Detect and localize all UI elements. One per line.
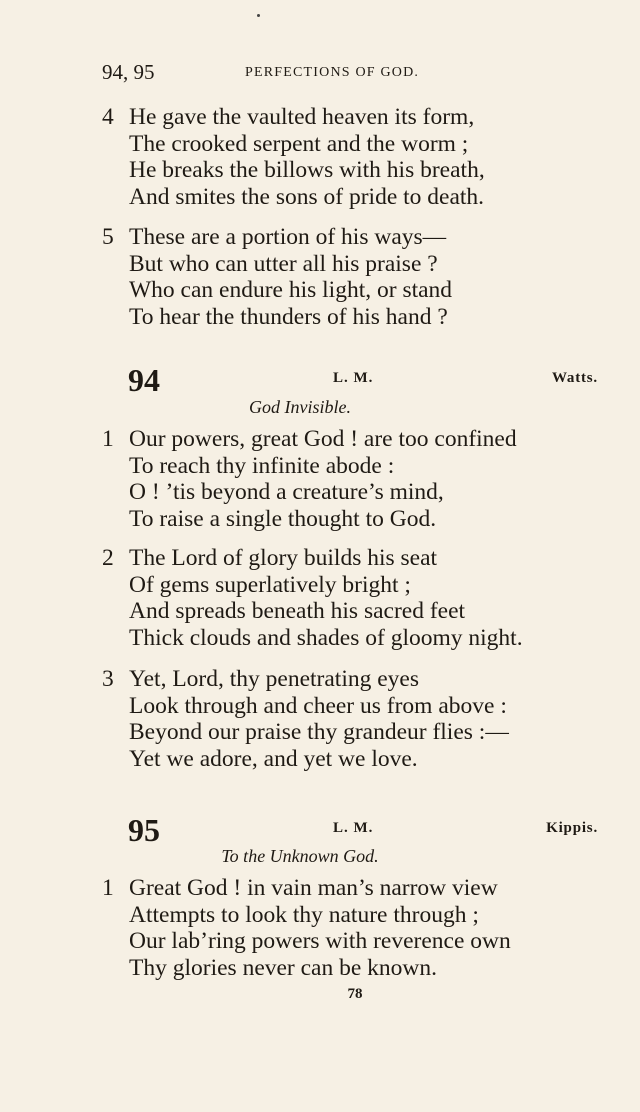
stanza-94-2 <box>102 545 523 651</box>
verse-line: Look through and cheer us from above : <box>129 692 507 719</box>
stanza-number: 1 <box>102 426 114 452</box>
stanza-prev-4 <box>102 104 485 210</box>
hymn-meter: L. M. <box>333 820 374 836</box>
stanza-prev-5 <box>102 224 452 330</box>
hymn-author: Kippis. <box>546 820 598 836</box>
verse-line: He breaks the billows with his breath, <box>129 157 485 183</box>
verse-line: Our lab’ring powers with reverence own <box>129 928 511 954</box>
header-running-title: PERFECTIONS OF GOD. <box>245 65 420 80</box>
stanza-94-1 <box>102 426 517 532</box>
stanza-number: 1 <box>102 875 114 901</box>
verse-line: Beyond our praise thy grandeur flies :— <box>129 719 509 745</box>
stanza-number: 2 <box>102 545 114 571</box>
verse-line: Great God ! in vain man’s narrow view <box>129 875 498 901</box>
verse-line: Thick clouds and shades of gloomy night. <box>129 624 523 651</box>
hymn-author: Watts. <box>551 370 598 386</box>
stanza-94-3 <box>102 666 509 772</box>
verse-line: He gave the vaulted heaven its form, <box>129 104 475 130</box>
verse-line: Attempts to look thy nature through ; <box>129 901 479 928</box>
hymn-meter: L. M. <box>333 370 374 386</box>
verse-line: The crooked serpent and the worm ; <box>129 130 469 157</box>
verse-line: Who can endure his light, or stand <box>129 277 453 303</box>
verse-line: Of gems superlatively bright ; <box>129 571 411 598</box>
stanza-number: 4 <box>102 104 114 130</box>
verse-line: Yet we adore, and yet we love. <box>129 745 418 772</box>
verse-line: O ! ’tis beyond a creature’s mind, <box>129 479 444 505</box>
verse-line: Thy glories never can be known. <box>129 954 438 981</box>
verse-line: To hear the thunders of his hand ? <box>129 303 448 330</box>
hymn-95-subtitle: To the Unknown God. <box>221 846 379 866</box>
ink-speck <box>257 14 260 17</box>
footer-page-number: 78 <box>347 986 363 1002</box>
stanza-number: 3 <box>102 666 114 692</box>
verse-line: The Lord of glory builds his seat <box>129 545 438 571</box>
verse-line: To raise a single thought to God. <box>129 505 437 532</box>
header-page-numbers: 94, 95 <box>102 60 155 84</box>
verse-line: And smites the sons of pride to death. <box>129 183 485 210</box>
verse-line: Our powers, great God ! are too confined <box>129 426 517 452</box>
hymn-94-subtitle: God Invisible. <box>249 397 351 417</box>
stanza-number: 5 <box>102 224 114 250</box>
verse-line: These are a portion of his ways— <box>129 224 447 250</box>
verse-line: But who can utter all his praise ? <box>129 250 438 277</box>
hymn-number: 95 <box>128 812 160 848</box>
verse-line: And spreads beneath his sacred feet <box>129 598 466 624</box>
stanza-95-1 <box>102 875 511 981</box>
verse-line: To reach thy infinite abode : <box>129 452 395 479</box>
verse-line: Yet, Lord, thy penetrating eyes <box>129 666 419 692</box>
hymn-number: 94 <box>128 362 160 398</box>
